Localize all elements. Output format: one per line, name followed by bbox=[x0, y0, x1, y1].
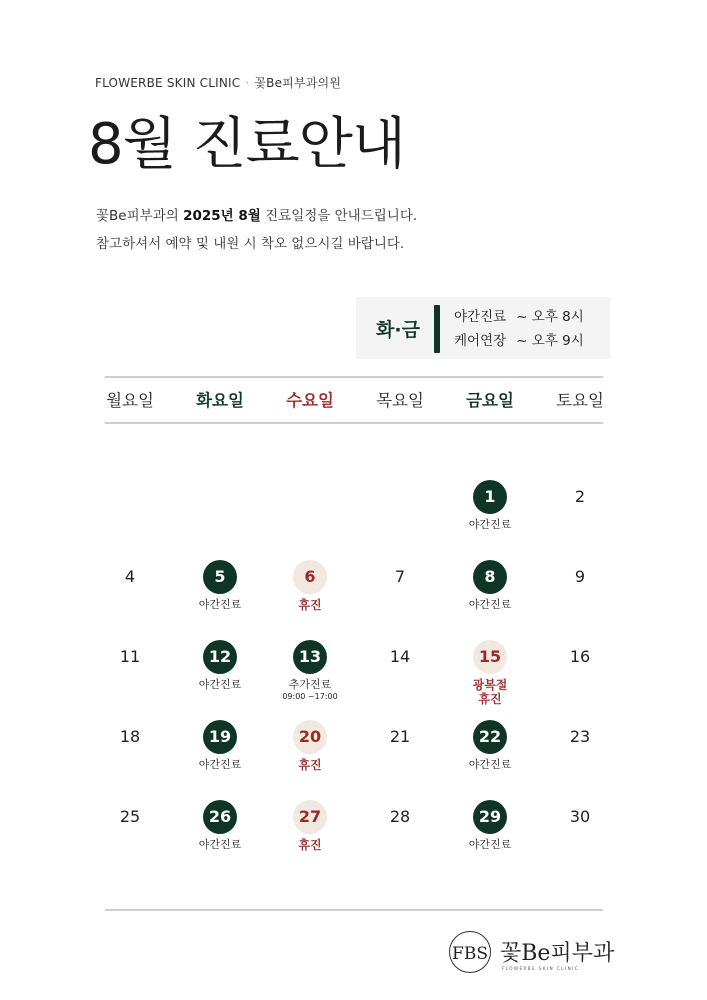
calendar-day-cell bbox=[445, 640, 535, 706]
calendar-day-cell bbox=[535, 720, 625, 754]
day-number: 19 bbox=[203, 720, 237, 754]
day-number: 14 bbox=[389, 647, 411, 666]
day-number: 13 bbox=[293, 640, 327, 674]
day-note: 휴진 bbox=[298, 598, 322, 612]
day-note: 야간진료 bbox=[468, 518, 512, 531]
day-number: 2 bbox=[574, 487, 586, 506]
day-note: 야간진료 bbox=[468, 598, 512, 611]
hours-days: 화·금 bbox=[376, 319, 420, 341]
day-note: 휴진 bbox=[478, 692, 502, 706]
logo-subtitle: FLOWERBE SKIN CLINIC bbox=[502, 966, 580, 971]
calendar-day-cell bbox=[535, 560, 625, 594]
day-number: 18 bbox=[119, 727, 141, 746]
day-number: 21 bbox=[389, 727, 411, 746]
day-note: 야간진료 bbox=[468, 758, 512, 771]
day-number: 15 bbox=[473, 640, 507, 674]
calendar-grid bbox=[85, 0, 625, 1000]
day-number: 11 bbox=[119, 647, 141, 666]
day-note: 추가진료 bbox=[288, 678, 332, 691]
calendar-day-cell bbox=[85, 800, 175, 834]
clinic-name-en: FLOWERBE SKIN CLINIC bbox=[95, 76, 241, 90]
day-note: 09:00 ~17:00 bbox=[282, 692, 338, 701]
day-number: 6 bbox=[293, 560, 327, 594]
hours-care: 케어연장 ~ 오후 9시 bbox=[454, 333, 584, 349]
day-number: 27 bbox=[293, 800, 327, 834]
day-number: 25 bbox=[119, 807, 141, 826]
calendar-day-cell bbox=[175, 640, 265, 692]
footer-rule bbox=[105, 909, 603, 911]
logo-name: 꽃Be피부과 bbox=[500, 941, 615, 966]
day-number: 26 bbox=[203, 800, 237, 834]
calendar-day-cell bbox=[445, 560, 535, 612]
day-note: 야간진료 bbox=[198, 758, 242, 771]
svg-text:FBS: FBS bbox=[452, 944, 488, 964]
calendar-day-cell bbox=[445, 480, 535, 532]
day-note: 휴진 bbox=[298, 758, 322, 772]
day-note: 야간진료 bbox=[198, 678, 242, 691]
calendar-day-cell bbox=[85, 560, 175, 594]
calendar-day-cell bbox=[175, 560, 265, 612]
day-number: 4 bbox=[124, 567, 136, 586]
calendar-day-cell bbox=[445, 800, 535, 852]
calendar-day-cell bbox=[535, 640, 625, 674]
clinic-name-ko: 꽃Be피부과의원 bbox=[254, 76, 342, 90]
calendar-day-cell bbox=[85, 640, 175, 674]
hours-night: 야간진료 ~ 오후 8시 bbox=[454, 309, 584, 325]
calendar-day-cell bbox=[355, 720, 445, 754]
weekday-thu: 목요일 bbox=[376, 391, 424, 410]
calendar-day-cell bbox=[355, 800, 445, 834]
calendar-day-cell bbox=[265, 800, 355, 852]
calendar-day-cell bbox=[175, 720, 265, 772]
day-number: 8 bbox=[473, 560, 507, 594]
day-number: 23 bbox=[569, 727, 591, 746]
weekday-fri: 금요일 bbox=[466, 391, 514, 410]
day-note: 야간진료 bbox=[198, 598, 242, 611]
day-number: 22 bbox=[473, 720, 507, 754]
calendar-day-cell bbox=[445, 720, 535, 772]
calendar-day-cell bbox=[355, 640, 445, 674]
intro-line-1: 꽃Be피부과의 2025년 8월 진료일정을 안내드립니다. bbox=[96, 208, 418, 224]
footer-logo bbox=[448, 930, 618, 978]
weekday-mon: 월요일 bbox=[106, 391, 154, 410]
day-note: 휴진 bbox=[298, 838, 322, 852]
day-number: 5 bbox=[203, 560, 237, 594]
weekday-wed: 수요일 bbox=[286, 391, 334, 410]
calendar-day-cell bbox=[265, 720, 355, 772]
day-number: 7 bbox=[394, 567, 406, 586]
logo-mark-icon bbox=[448, 930, 492, 974]
day-note: 야간진료 bbox=[198, 838, 242, 851]
calendar-day-cell bbox=[355, 560, 445, 594]
day-number: 1 bbox=[473, 480, 507, 514]
day-number: 16 bbox=[569, 647, 591, 666]
day-number: 28 bbox=[389, 807, 411, 826]
calendar-day-cell bbox=[175, 800, 265, 852]
day-number: 9 bbox=[574, 567, 586, 586]
page-title: 8월 진료안내 bbox=[88, 112, 405, 177]
day-note: 야간진료 bbox=[468, 838, 512, 851]
intro-date: 2025년 8월 bbox=[183, 208, 261, 224]
intro-line-2: 참고하셔서 예약 및 내원 시 착오 없으시길 바랍니다. bbox=[96, 236, 405, 252]
day-note: 광복절 bbox=[472, 678, 508, 692]
calendar-day-cell bbox=[85, 720, 175, 754]
day-number: 12 bbox=[203, 640, 237, 674]
day-number: 20 bbox=[293, 720, 327, 754]
day-number: 30 bbox=[569, 807, 591, 826]
calendar-day-cell bbox=[265, 640, 355, 702]
weekday-tue: 화요일 bbox=[196, 391, 244, 410]
day-number: 29 bbox=[473, 800, 507, 834]
calendar-day-cell bbox=[535, 480, 625, 514]
calendar-day-cell bbox=[265, 560, 355, 612]
calendar-day-cell bbox=[535, 800, 625, 834]
weekday-sat: 토요일 bbox=[556, 391, 604, 410]
header-separator: · bbox=[245, 76, 250, 90]
